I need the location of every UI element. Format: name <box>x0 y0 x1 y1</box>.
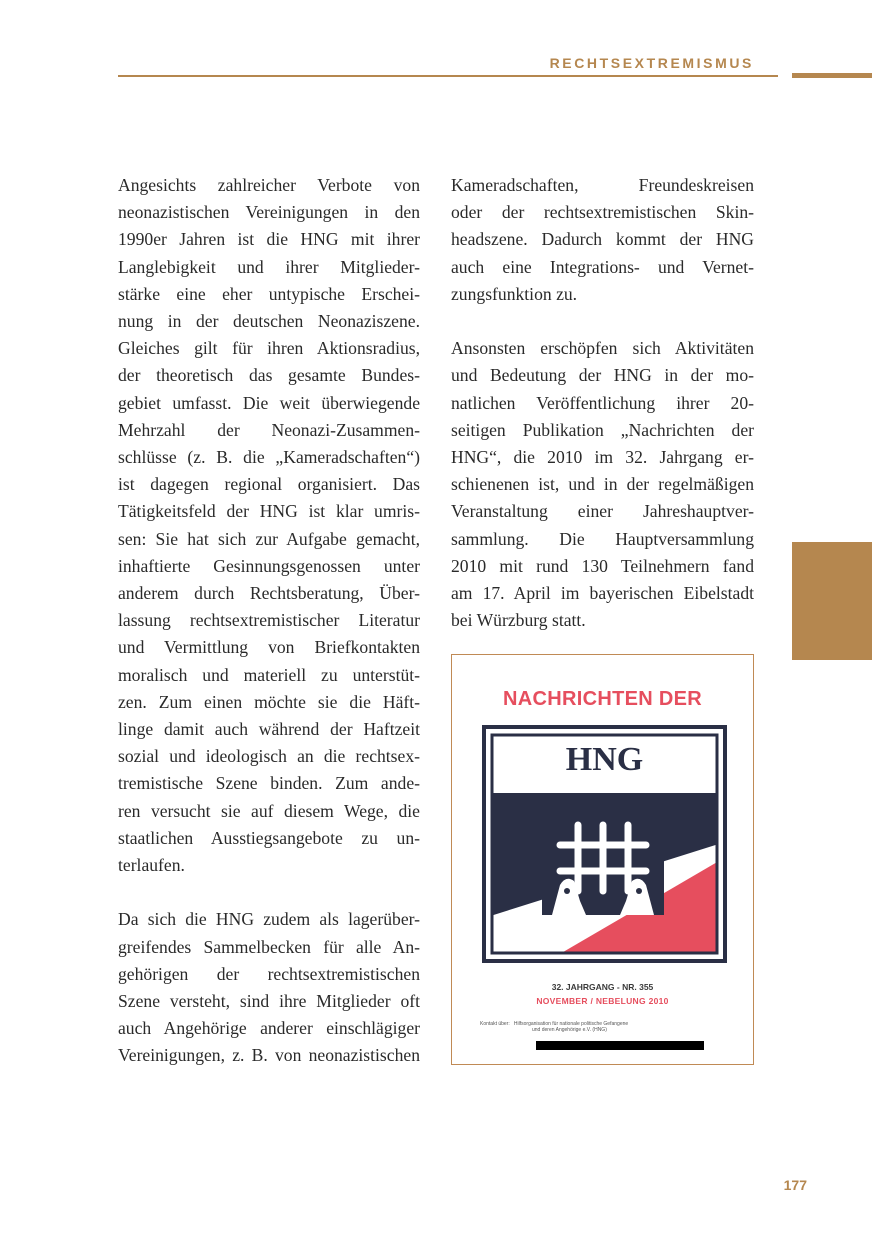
cover-contact-line-1: Hilfsorganisation für nationale politische Gefangene <box>513 1021 629 1027</box>
text-line: headszene. Dadurch kommt der HNG <box>451 229 754 250</box>
text-line: inhaftierte Gesinnungsgenossen unter <box>118 555 420 576</box>
text-line: und Bedeutung der HNG in der mo- <box>451 365 754 386</box>
text-line: auch eine Integrations- und Vernet- <box>451 256 754 277</box>
cover-logo-text: HNG <box>565 741 644 778</box>
text-line: schienenen ist, und in der regelmäßigen <box>451 474 754 495</box>
text-line: bei Würzburg statt. <box>451 610 586 631</box>
text-line: und Vermittlung von Briefkontakten <box>118 637 420 658</box>
text-line: nung in der deutschen Neonaziszene. <box>118 311 420 332</box>
chapter-tab-marker <box>792 542 872 660</box>
text-line: auch Angehörige anderer einschlägiger <box>118 1018 420 1039</box>
page-number: 177 <box>783 1177 807 1193</box>
text-line: Szene versteht, sind ihre Mitglieder oft <box>118 991 420 1012</box>
right-paragraph-1 <box>451 172 754 308</box>
text-line: sammlung. Die Hauptversammlung <box>451 528 754 549</box>
text-line: der theoretisch das gesamte Bundes- <box>118 365 420 386</box>
running-header: RECHTSEXTREMISMUS <box>549 55 754 71</box>
text-line: neonazistischen Vereinigungen in den <box>118 202 420 223</box>
text-line: Langlebigkeit und ihrer Mitglieder- <box>118 256 420 277</box>
text-line: staatlichen Ausstiegsangebote zu un- <box>118 827 420 848</box>
cover-title: NACHRICHTEN DER <box>503 688 702 710</box>
right-column <box>451 172 754 634</box>
text-line: Veranstaltung einer Jahreshauptver- <box>451 501 754 522</box>
paragraph-gap <box>118 879 420 906</box>
text-line: oder der rechtsextremistischen Skin- <box>451 202 754 223</box>
text-line: linge damit auch während der Haftzeit <box>118 719 420 740</box>
text-line: anderem durch Rechtsberatung, Über- <box>118 583 420 604</box>
text-line: gehörigen der rechtsextremistischen <box>118 963 420 984</box>
header-tab-marker <box>792 73 872 78</box>
text-line: Ansonsten erschöpfen sich Aktivitäten <box>451 338 754 359</box>
header-rule <box>118 75 778 77</box>
redaction-bar <box>536 1041 704 1050</box>
text-line: 2010 mit rund 130 Teilnehmern fand <box>451 555 754 576</box>
text-line: Vereinigungen, z. B. von neonazistischen <box>118 1045 420 1066</box>
text-line: Kameradschaften, Freundeskreisen <box>451 175 754 195</box>
text-line: ren versucht sie auf diesem Wege, die <box>118 800 420 821</box>
cover-contact-line-2: und deren Angehörige e.V. (HNG) <box>532 1027 607 1033</box>
cover-issue-number: 32. JAHRGANG - NR. 355 <box>551 982 654 992</box>
text-line: sen: Sie hat sich zur Aufgabe gemacht, <box>118 528 420 549</box>
text-line: sozial und ideologisch an die rechtsex- <box>118 746 420 767</box>
right-paragraph-2 <box>451 335 754 634</box>
left-paragraph-2 <box>118 906 420 1069</box>
cover-issue-month: NOVEMBER / NEBELUNG 2010 <box>536 996 669 1006</box>
text-line: seitigen Publikation „Nachrichten der <box>451 419 754 440</box>
text-line: stärke eine eher untypische Erschei- <box>118 283 420 304</box>
paragraph-gap <box>451 308 754 335</box>
cover-contact-text <box>480 1021 628 1033</box>
text-line: greifendes Sammelbecken für alle An- <box>118 936 420 957</box>
text-line: Gleiches gilt für ihren Aktionsradius, <box>118 338 420 359</box>
text-line: 1990er Jahren ist die HNG mit ihrer <box>118 229 420 250</box>
text-line: zen. Zum einen möchte sie die Häft- <box>118 691 420 712</box>
text-line: Angesichts zahlreicher Verbote von <box>118 175 420 195</box>
left-column <box>118 172 420 1070</box>
cover-contact-label: Kontakt über: <box>480 1021 510 1027</box>
text-line: schlüsse (z. B. die „Kameradschaften“) <box>118 447 420 468</box>
text-line: gebiet umfasst. Die weit überwiegende <box>118 392 420 413</box>
text-line: moralisch und materiell zu unterstüt- <box>118 664 420 685</box>
text-line: Da sich die HNG zudem als lagerüber- <box>118 909 420 930</box>
text-line: zungsfunktion zu. <box>451 283 578 304</box>
text-line: am 17. April im bayerischen Eibelstadt <box>451 583 754 604</box>
text-line: lassung rechtsextremistischer Literatur <box>118 610 420 631</box>
left-paragraph-1 <box>118 172 420 879</box>
text-line: tremistische Szene binden. Zum ande- <box>118 773 420 794</box>
text-line: natlichen Veröffentlichung ihrer 20- <box>451 392 754 413</box>
magazine-cover-image <box>451 654 754 1065</box>
text-line: terlaufen. <box>118 855 185 876</box>
text-line: Tätigkeitsfeld der HNG ist klar umris- <box>118 501 420 522</box>
text-line: ist dagegen regional organisiert. Das <box>118 474 420 495</box>
text-line: Mehrzahl der Neonazi-Zusammen- <box>118 419 420 440</box>
text-line: HNG“, die 2010 im 32. Jahrgang er- <box>451 447 754 468</box>
